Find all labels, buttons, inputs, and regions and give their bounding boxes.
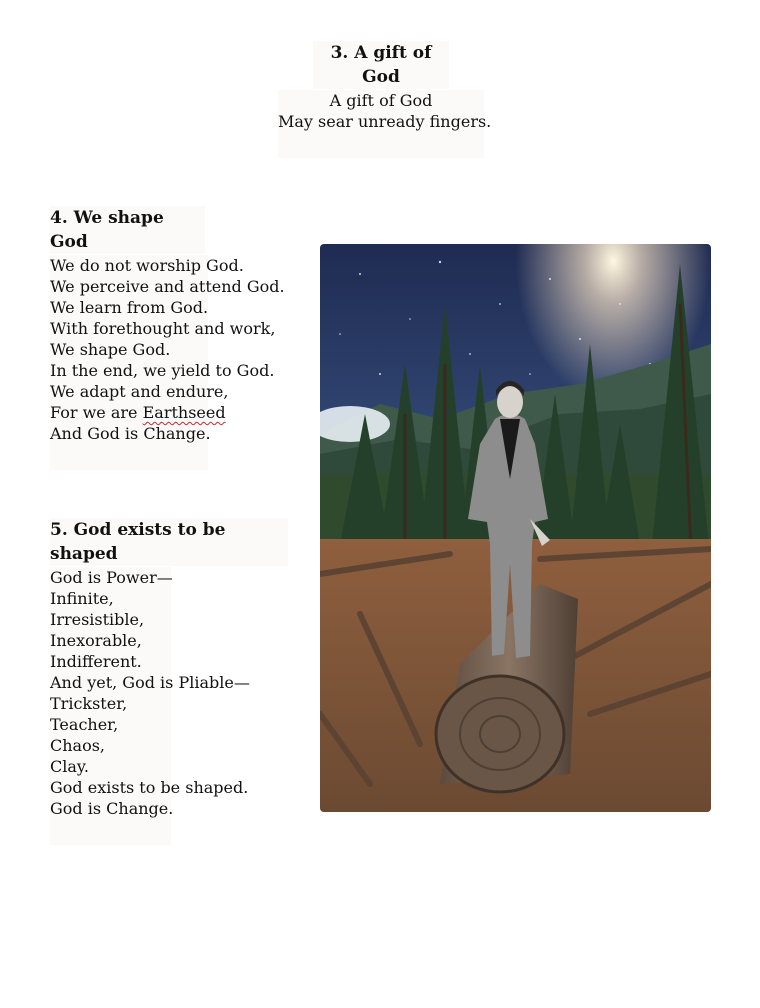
poem-line: We learn from God. bbox=[50, 298, 209, 317]
poem-line: Teacher, bbox=[50, 715, 119, 734]
poem-line: And God is Change. bbox=[50, 424, 211, 443]
poem-line: We do not worship God. bbox=[50, 256, 244, 275]
poem-line: We perceive and attend God. bbox=[50, 277, 285, 296]
poem-line: And yet, God is Pliable— bbox=[50, 673, 250, 692]
poem-line: We shape God. bbox=[50, 340, 171, 359]
section-3-title: 3. A gift of God bbox=[313, 41, 449, 89]
poem-line: Chaos, bbox=[50, 736, 106, 755]
poem-line bbox=[50, 402, 226, 423]
poem-line: Infinite, bbox=[50, 589, 114, 608]
poem-line: Inexorable, bbox=[50, 631, 142, 650]
spellcheck-word[interactable]: Earthseed bbox=[142, 403, 226, 422]
poem-line: May sear unready fingers. bbox=[278, 112, 492, 131]
poem-line: God is Power— bbox=[50, 568, 173, 587]
poem-line: God is Change. bbox=[50, 799, 174, 818]
poem-line-text: For we are bbox=[50, 403, 143, 422]
section-4-poem bbox=[50, 255, 285, 470]
poem-line: With forethought and work, bbox=[50, 319, 276, 338]
poem-line: Clay. bbox=[50, 757, 89, 776]
poem-line: Irresistible, bbox=[50, 610, 145, 629]
collage-image bbox=[320, 244, 711, 812]
poem-line: Trickster, bbox=[50, 694, 128, 713]
poem-line: A gift of God bbox=[329, 91, 433, 110]
poem-line: We adapt and endure, bbox=[50, 382, 229, 401]
section-3-poem bbox=[278, 90, 492, 158]
poem-line: Indifferent. bbox=[50, 652, 142, 671]
poem-line: In the end, we yield to God. bbox=[50, 361, 275, 380]
section-4-title: 4. We shape God bbox=[50, 206, 205, 254]
poem-line: God exists to be shaped. bbox=[50, 778, 249, 797]
section-5-title: 5. God exists to be shaped bbox=[50, 518, 288, 566]
section-5-poem bbox=[50, 567, 250, 845]
